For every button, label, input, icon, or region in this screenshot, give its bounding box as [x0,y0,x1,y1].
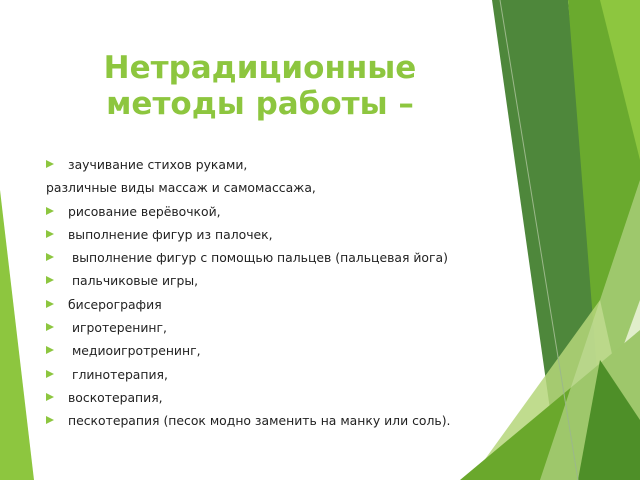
page-title: Нетрадиционные методы работы – [103,50,417,122]
triangle-bullet-icon [46,370,54,378]
triangle-bullet-icon [46,253,54,261]
list-item [46,153,486,176]
triangle-bullet-icon [46,323,54,331]
triangle-bullet-icon [46,393,54,401]
list-item-text: пальчиковые игры, [68,273,199,289]
list-item-text: игротеренинг, [68,320,167,336]
list-item-text: выполнение фигур из палочек, [68,226,273,242]
list-item [46,223,486,246]
list-item-text: глинотерапия, [68,366,168,382]
list-item [46,316,486,339]
list-item-text: заучивание стихов руками, [68,157,248,172]
list-item-text: рисование верёвочкой, [68,203,221,219]
list-item [46,339,486,362]
list-item-text: пескотерапия (песок модно заменить на манку или соль). [68,413,451,429]
list-item-text: бисерография [68,296,162,312]
list-item-text: воскотерапия, [68,389,163,405]
list-item [46,269,486,292]
triangle-bullet-icon [46,300,54,308]
list-item-text: выполнение фигур с помощью пальцев (пальцевая йога) [68,250,448,266]
list-item-text: различные виды массаж и самомассажа, [46,180,316,196]
triangle-bullet-icon [46,230,54,238]
list-item [46,409,486,432]
list-item [46,176,486,199]
list-item-text: медиоигротренинг, [68,343,201,359]
triangle-bullet-icon [46,160,54,168]
list-item [46,363,486,386]
list-item [46,293,486,316]
list-item [46,200,486,223]
list-item [46,386,486,409]
triangle-bullet-icon [46,346,54,354]
left-accent-shape [0,190,34,480]
triangle-bullet-icon [46,276,54,284]
triangle-bullet-icon [46,207,54,215]
list-item [46,246,486,269]
triangle-bullet-icon [46,416,54,424]
methods-list [46,153,486,433]
